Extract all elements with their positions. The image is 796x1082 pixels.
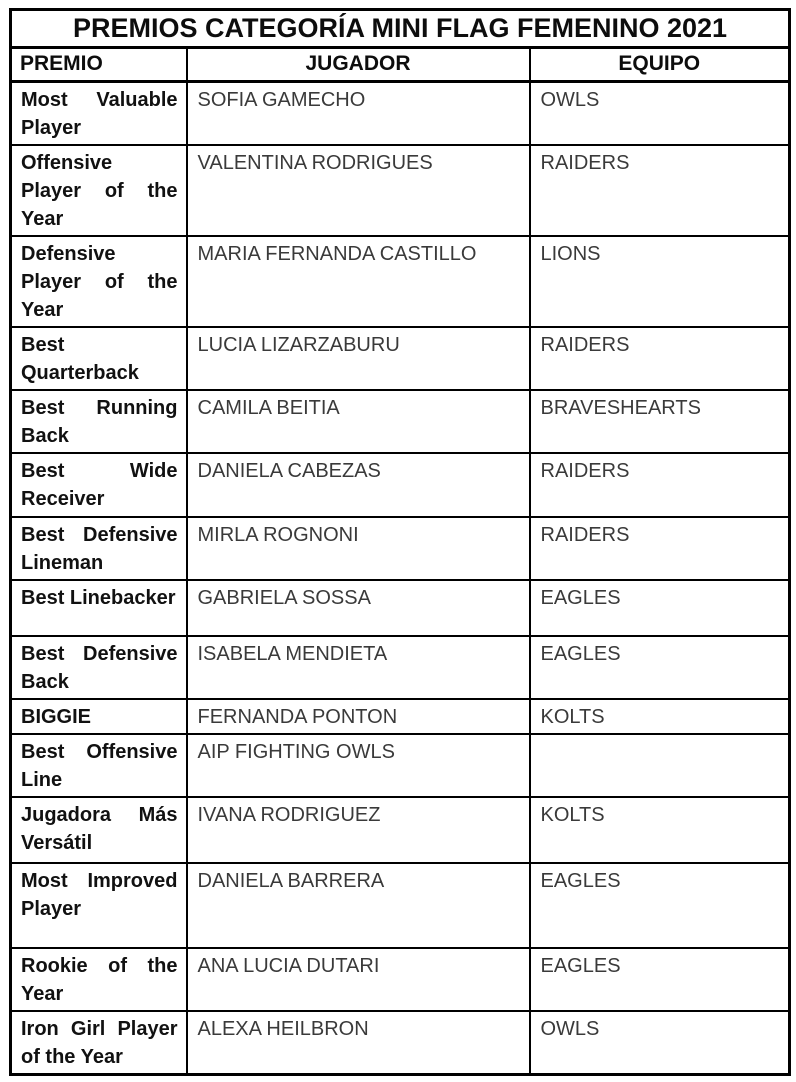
table-row <box>11 734 790 797</box>
title-row <box>11 10 790 48</box>
equipo-cell: EAGLES <box>530 863 790 948</box>
equipo-cell: RAIDERS <box>530 453 790 517</box>
equipo-cell: KOLTS <box>530 797 790 863</box>
jugador-cell: GABRIELA SOSSA <box>187 580 530 636</box>
jugador-cell: FERNANDA PONTON <box>187 699 530 734</box>
jugador-cell: MARIA FERNANDA CASTILLO <box>187 236 530 327</box>
premio-cell: Rookie of the Year <box>11 948 187 1011</box>
jugador-cell: DANIELA BARRERA <box>187 863 530 948</box>
jugador-cell: ALEXA HEILBRON <box>187 1011 530 1075</box>
table-row <box>11 797 790 863</box>
jugador-cell: MIRLA ROGNONI <box>187 517 530 580</box>
premio-cell: Iron Girl Player of the Year <box>11 1011 187 1075</box>
premio-cell: Jugadora Más Versátil <box>11 797 187 863</box>
jugador-cell: IVANA RODRIGUEZ <box>187 797 530 863</box>
awards-table <box>9 8 791 1076</box>
page-title: PREMIOS CATEGORÍA MINI FLAG FEMENINO 2021 <box>11 10 790 48</box>
col-header-jugador: JUGADOR <box>187 48 530 82</box>
jugador-cell: SOFIA GAMECHO <box>187 82 530 146</box>
premio-cell: Defensive Player of the Year <box>11 236 187 327</box>
jugador-cell: ISABELA MENDIETA <box>187 636 530 699</box>
table-row <box>11 145 790 236</box>
equipo-cell: LIONS <box>530 236 790 327</box>
table-row <box>11 636 790 699</box>
table-row <box>11 236 790 327</box>
equipo-cell <box>530 734 790 797</box>
equipo-cell: EAGLES <box>530 948 790 1011</box>
table-row <box>11 1011 790 1075</box>
premio-cell: Best Wide Receiver <box>11 453 187 517</box>
equipo-cell: RAIDERS <box>530 145 790 236</box>
equipo-cell: EAGLES <box>530 636 790 699</box>
jugador-cell: CAMILA BEITIA <box>187 390 530 453</box>
premio-cell: Best Defensive Lineman <box>11 517 187 580</box>
table-row <box>11 327 790 390</box>
table-row <box>11 390 790 453</box>
equipo-cell: KOLTS <box>530 699 790 734</box>
col-header-equipo: EQUIPO <box>530 48 790 82</box>
premio-cell: Most Improved Player <box>11 863 187 948</box>
premio-cell: Best Linebacker <box>11 580 187 636</box>
equipo-cell: BRAVESHEARTS <box>530 390 790 453</box>
table-row <box>11 453 790 517</box>
premio-cell: Best Quarterback <box>11 327 187 390</box>
equipo-cell: EAGLES <box>530 580 790 636</box>
premio-cell: Most Valuable Player <box>11 82 187 146</box>
table-row <box>11 863 790 948</box>
jugador-cell: AIP FIGHTING OWLS <box>187 734 530 797</box>
table-row <box>11 580 790 636</box>
col-header-premio: PREMIO <box>11 48 187 82</box>
table-row <box>11 948 790 1011</box>
premio-cell: Best Defensive Back <box>11 636 187 699</box>
equipo-cell: OWLS <box>530 82 790 146</box>
jugador-cell: ANA LUCIA DUTARI <box>187 948 530 1011</box>
jugador-cell: LUCIA LIZARZABURU <box>187 327 530 390</box>
equipo-cell: OWLS <box>530 1011 790 1075</box>
table-row <box>11 699 790 734</box>
jugador-cell: DANIELA CABEZAS <box>187 453 530 517</box>
table-row <box>11 82 790 146</box>
equipo-cell: RAIDERS <box>530 327 790 390</box>
jugador-cell: VALENTINA RODRIGUES <box>187 145 530 236</box>
premio-cell: BIGGIE <box>11 699 187 734</box>
premio-cell: Best Offensive Line <box>11 734 187 797</box>
premio-cell: Offensive Player of the Year <box>11 145 187 236</box>
premio-cell: Best Running Back <box>11 390 187 453</box>
equipo-cell: RAIDERS <box>530 517 790 580</box>
table-row <box>11 517 790 580</box>
table-header-row <box>11 48 790 82</box>
